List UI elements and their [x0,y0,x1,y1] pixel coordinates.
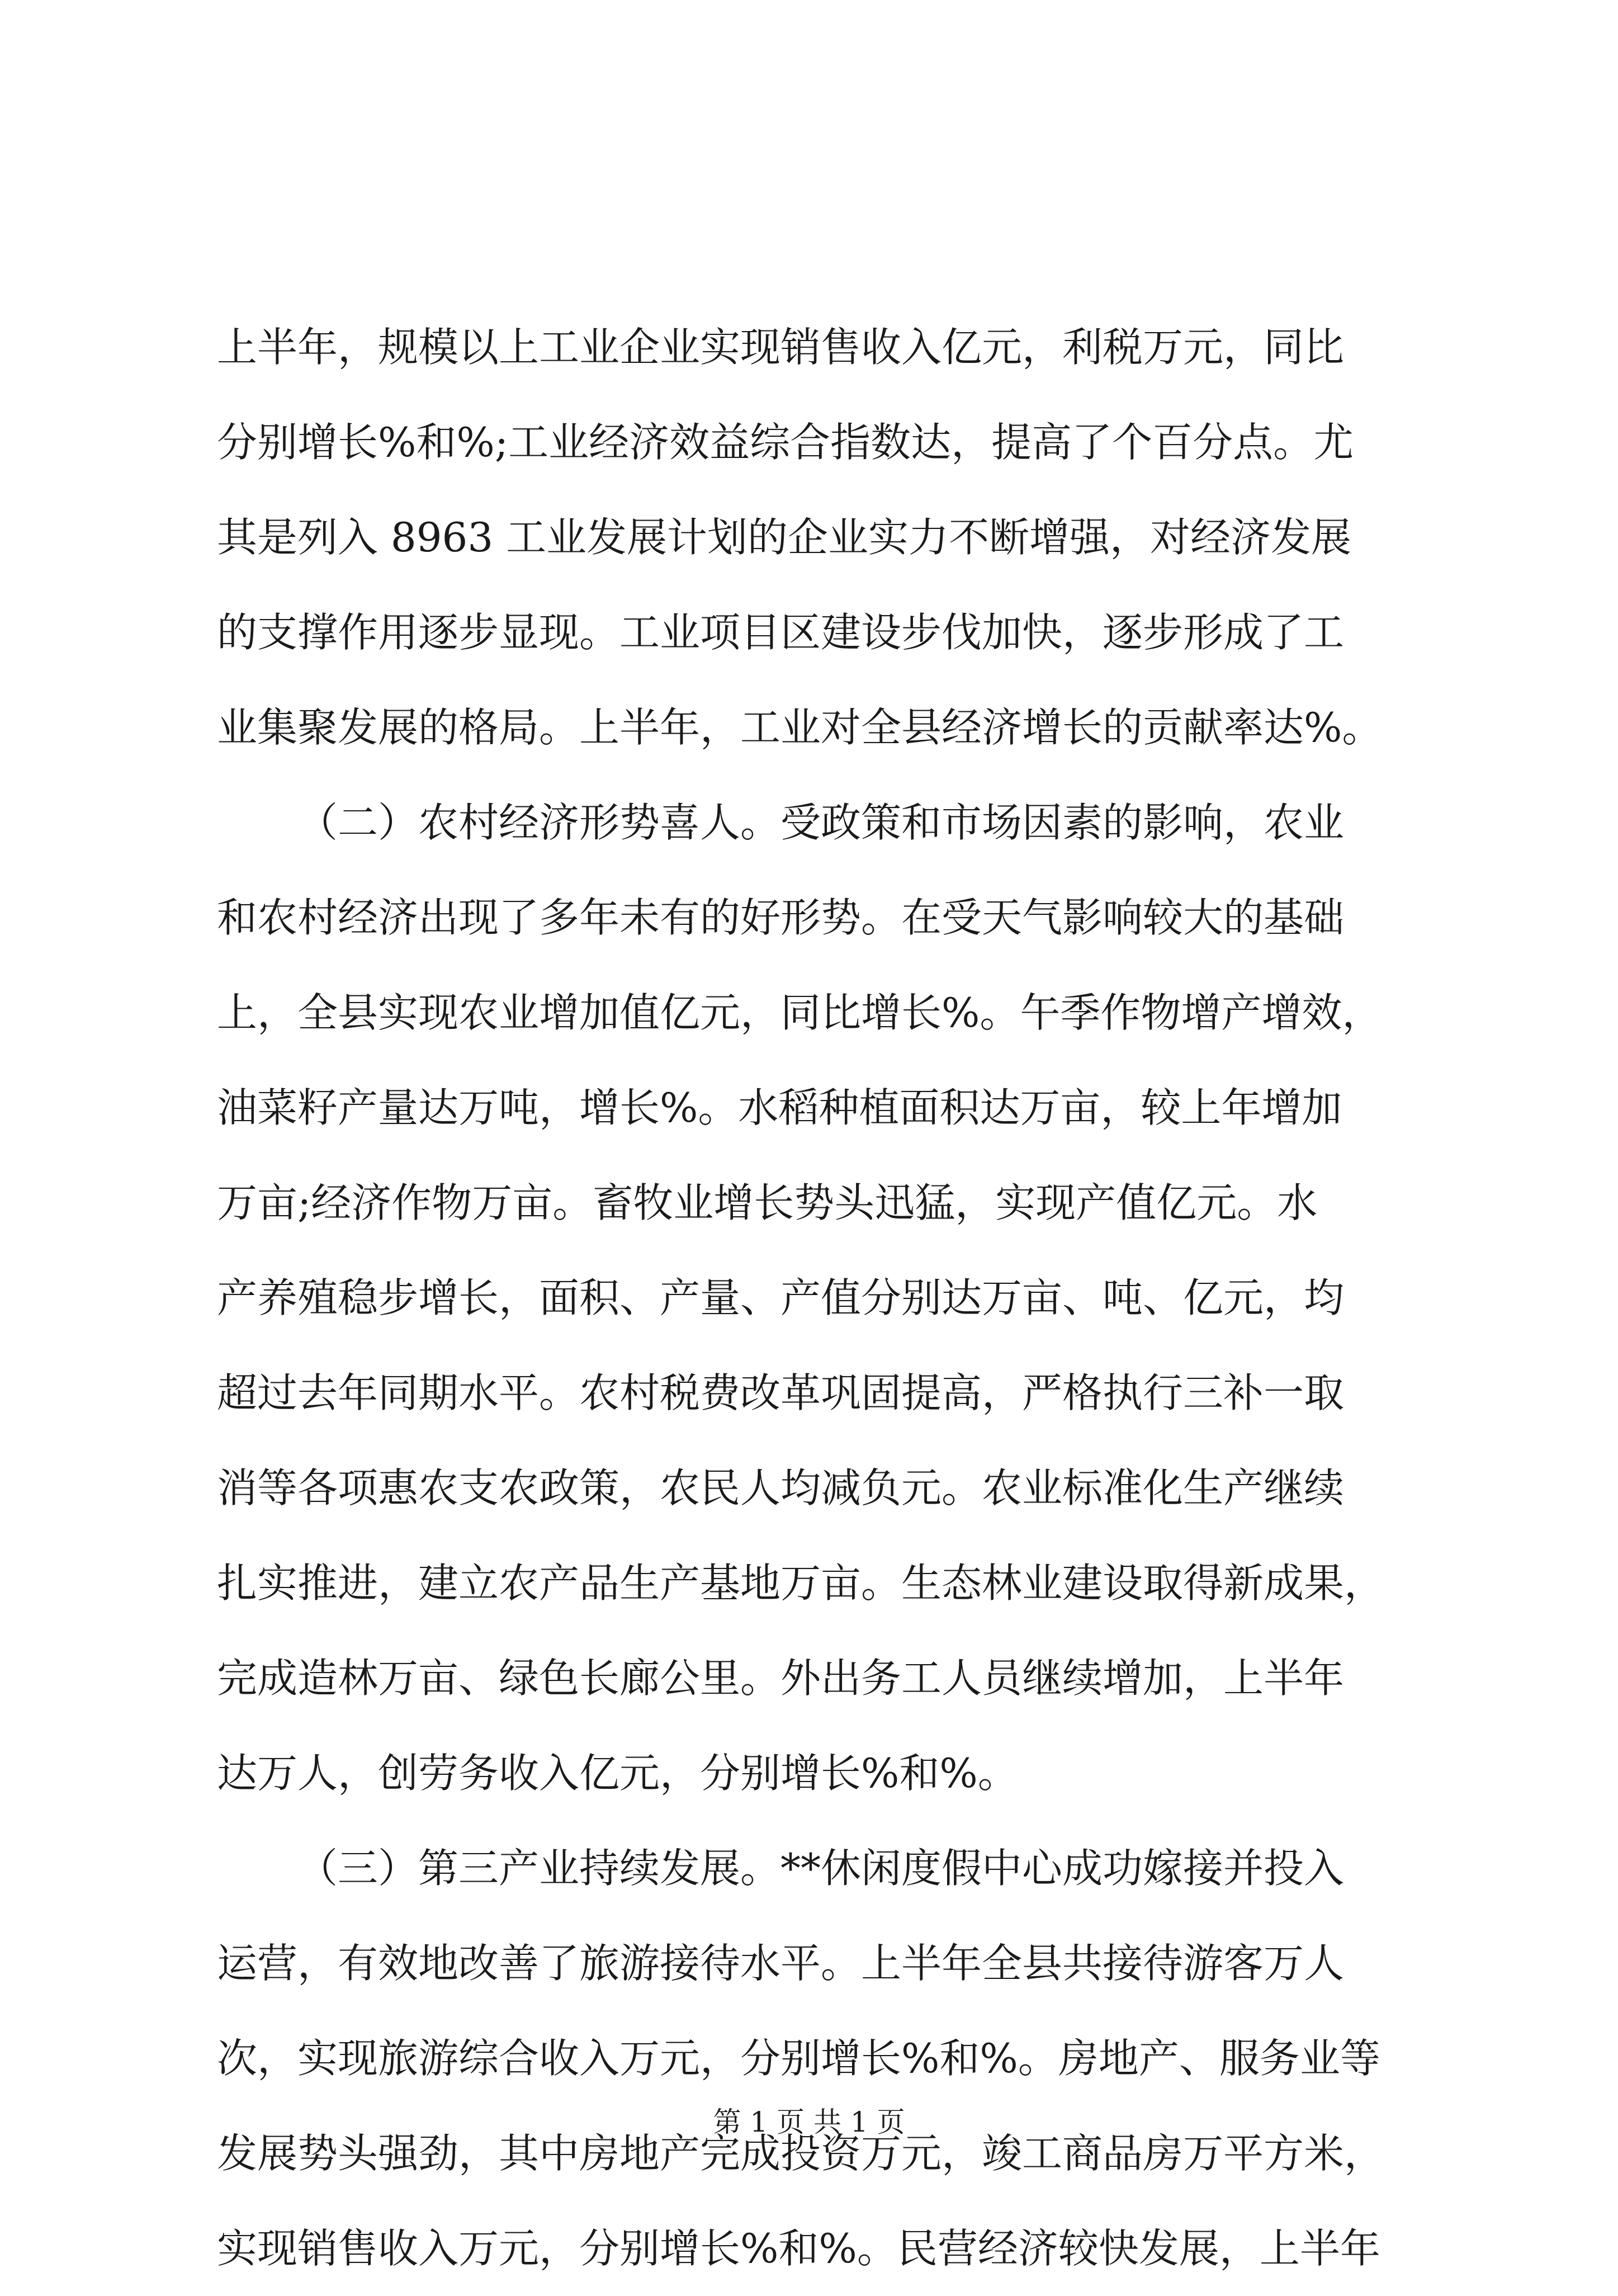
text-line: 发展势头强劲，其中房地产完成投资万元，竣工商品房万平方米， [217,2130,1385,2177]
text-line: 和农村经济出现了多年未有的好形势。在受天气影响较大的基础 [217,894,1345,941]
text-line: 超过去年同期水平。农村税费改革巩固提高，严格执行三补一取 [217,1369,1345,1416]
text-line: 运营，有效地改善了旅游接待水平。上半年全县共接待游客万人 [217,1940,1345,1987]
text-line: 业集聚发展的格局。上半年，工业对全县经济增长的贡献率达%。 [217,704,1383,751]
text-line: 完成造林万亩、绿色长廊公里。外出务工人员继续增加，上半年 [217,1655,1345,1702]
paragraph-heading-3: （三）第三产业持续发展。**休闲度假中心成功嫁接并投入 [297,1845,1345,1892]
text-line: 的支撑作用逐步显现。工业项目区建设步伐加快，逐步形成了工 [217,609,1345,656]
text-line: 实现销售收入万元，分别增长%和%。民营经济较快发展，上半年 [217,2225,1380,2272]
text-line: 万亩;经济作物万亩。畜牧业增长势头迅猛，实现产值亿元。水 [217,1179,1318,1226]
text-line: 扎实推进，建立农产品生产基地万亩。生态林业建设取得新成果， [217,1560,1385,1607]
body-text [217,300,1407,2296]
text-line: 油菜籽产量达万吨，增长%。水稻种植面积达万亩，较上年增加 [217,1084,1342,1131]
page-number: 第 1 页 共 1 页 [713,2106,905,2138]
text-line: 上半年，规模以上工业企业实现销售收入亿元，利税万元，同比 [217,324,1345,371]
page-footer [0,2100,1618,2140]
text-line: 上，全县实现农业增加值亿元，同比增长%。午季作物增产增效， [217,989,1383,1036]
text-line: 次，实现旅游综合收入万元，分别增长%和%。房地产、服务业等 [217,2035,1380,2082]
paragraph-heading-2: （二）农村经济形势喜人。受政策和市场因素的影响，农业 [297,799,1345,846]
text-line: 达万人，创劳务收入亿元，分别增长%和%。 [217,1750,1018,1797]
text-line: 其是列入 8963 工业发展计划的企业实力不断增强，对经济发展 [217,514,1352,561]
text-line: 产养殖稳步增长，面积、产量、产值分别达万亩、吨、亿元，均 [217,1274,1345,1321]
text-line: 消等各项惠农支农政策，农民人均减负元。农业标准化生产继续 [217,1464,1345,1511]
text-line: 分别增长%和%;工业经济效益综合指数达，提高了个百分点。尤 [217,419,1354,466]
